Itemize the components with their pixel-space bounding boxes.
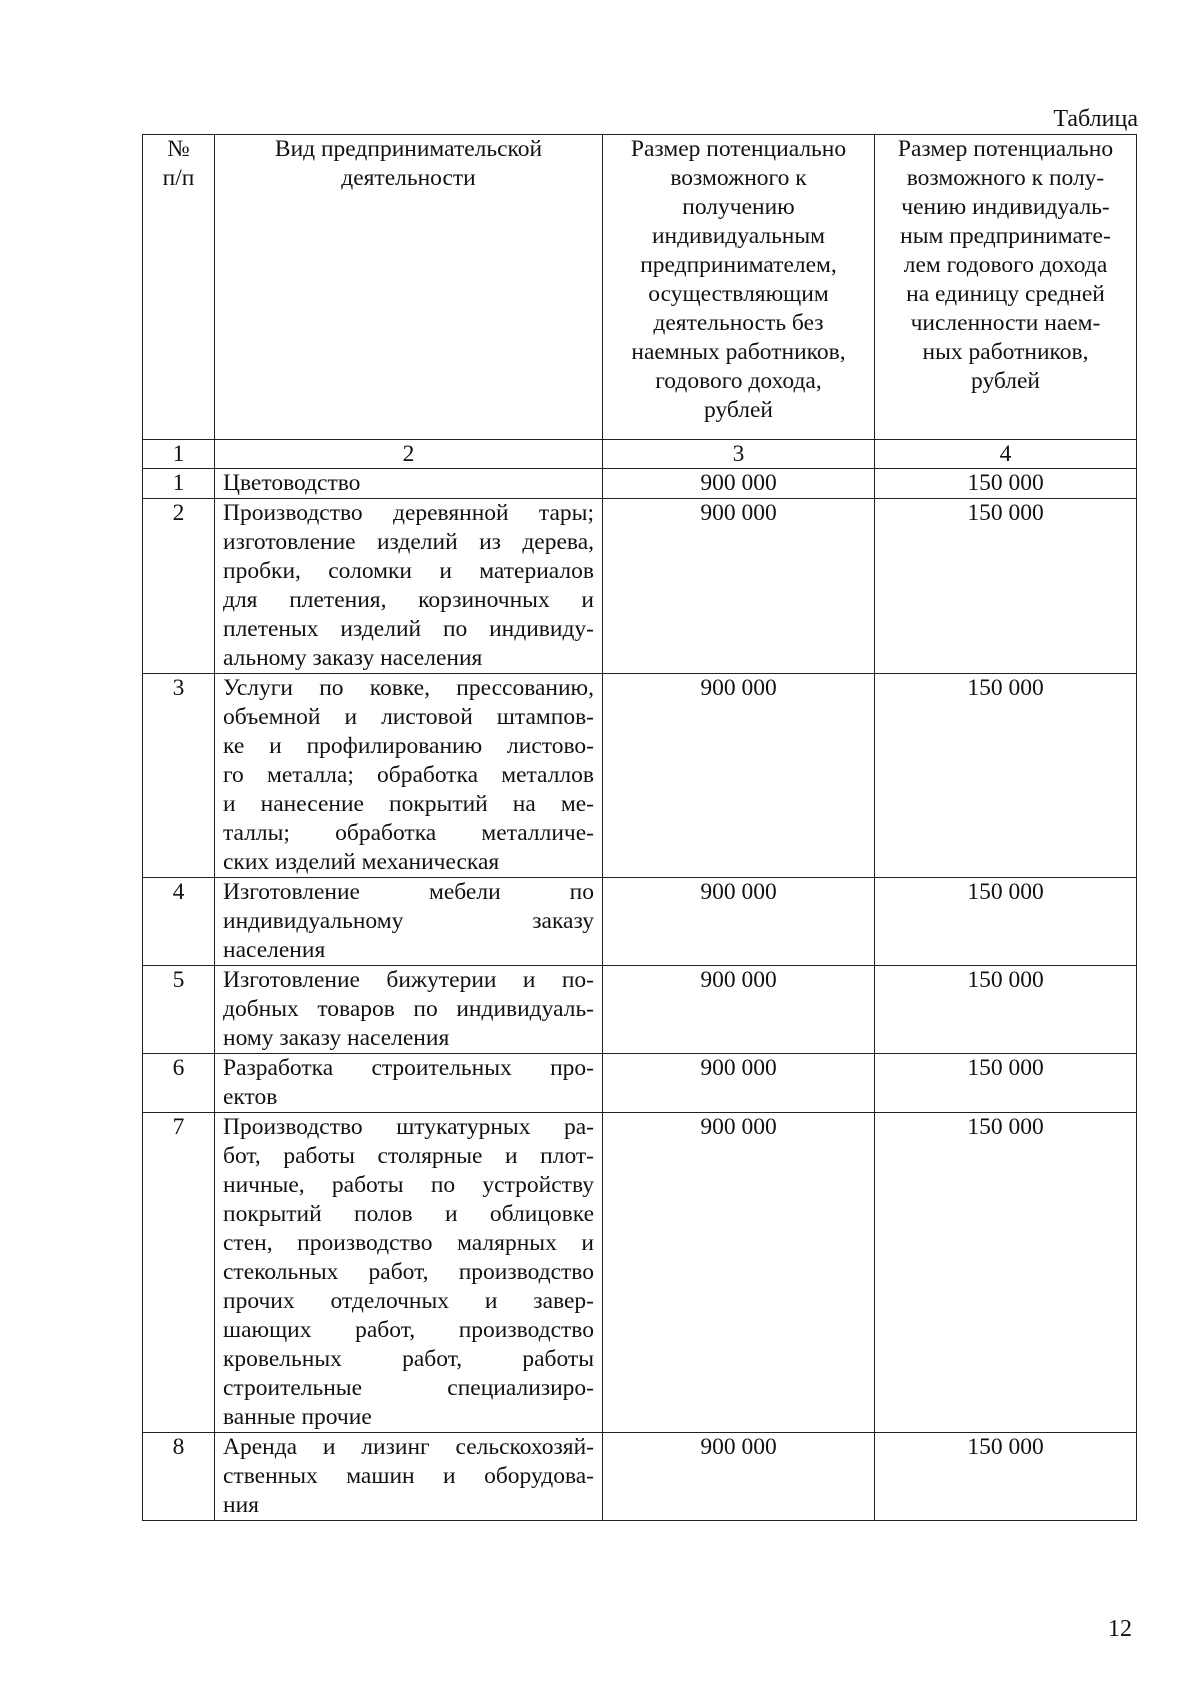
table-row <box>143 469 1137 499</box>
header-line: ных работников, <box>922 339 1089 365</box>
row-number: 1 <box>143 469 215 499</box>
header-line: на единицу средней <box>906 281 1105 307</box>
activity-description <box>215 1113 603 1433</box>
header-line: деятельности <box>341 165 476 191</box>
activity-line: ничные, работы по устройству <box>223 1172 594 1198</box>
row-number: 3 <box>143 674 215 878</box>
table-row <box>143 1054 1137 1113</box>
header-line: наемных работников, <box>631 339 846 365</box>
activity-line: ния <box>223 1492 259 1518</box>
header-line: осуществляющим <box>648 281 829 307</box>
income-per-employee-value: 150 000 <box>875 966 1137 1054</box>
header-line: Вид предпринимательской <box>274 136 543 162</box>
income-no-staff-value: 900 000 <box>603 966 875 1054</box>
column-number: 3 <box>603 440 875 469</box>
activity-line: плетеных изделий по индивиду- <box>223 616 594 642</box>
header-line: чению индивидуаль- <box>901 194 1110 220</box>
activity-line: покрытий полов и облицовке <box>223 1201 594 1227</box>
activity-line: Производство штукатурных ра- <box>223 1114 594 1140</box>
activity-line: ванные прочие <box>223 1404 372 1430</box>
header-line: индивидуальным <box>651 223 826 249</box>
activity-description <box>215 469 603 499</box>
activity-line: бот, работы столярные и плот- <box>223 1143 594 1169</box>
activity-description <box>215 966 603 1054</box>
column-number-row <box>143 440 1137 469</box>
activity-line: Производство деревянной тары; <box>223 500 594 526</box>
activity-description <box>215 499 603 674</box>
activity-line: альному заказу населения <box>223 645 483 671</box>
activity-line: Изготовление бижутерии и по- <box>223 967 594 993</box>
activity-line: таллы; обработка металличе- <box>223 820 594 846</box>
activity-line: ному заказу населения <box>223 1025 450 1051</box>
header-line: ным предпринимате- <box>900 223 1111 249</box>
income-per-employee-value: 150 000 <box>875 1113 1137 1433</box>
activity-line: объемной и листовой штампов- <box>223 704 594 730</box>
row-number: 4 <box>143 878 215 966</box>
activity-description <box>215 878 603 966</box>
activity-line: го металла; обработка металлов <box>223 762 594 788</box>
activity-line: пробки, соломки и материалов <box>223 558 594 584</box>
activity-description <box>215 1054 603 1113</box>
table-row <box>143 499 1137 674</box>
header-line: Размер потенциально <box>897 136 1114 162</box>
table-caption: Таблица <box>1053 106 1138 132</box>
activity-line: прочих отделочных и завер- <box>223 1288 594 1314</box>
activity-line: Разработка строительных про- <box>223 1055 594 1081</box>
activity-line: и нанесение покрытий на ме- <box>223 791 594 817</box>
header-line: получению <box>682 194 795 220</box>
table-row <box>143 1433 1137 1521</box>
activity-line: Цветоводство <box>223 470 361 496</box>
activity-line: стен, производство малярных и <box>223 1230 594 1256</box>
header-line: рублей <box>704 397 773 423</box>
activity-line: стекольных работ, производство <box>223 1259 594 1285</box>
income-no-staff-value: 900 000 <box>603 499 875 674</box>
header-income-no-staff <box>603 135 875 440</box>
income-per-employee-value: 150 000 <box>875 499 1137 674</box>
header-line: численности наем- <box>910 310 1101 336</box>
activity-line: кровельных работ, работы <box>223 1346 594 1372</box>
header-line: предпринимателем, <box>640 252 837 278</box>
table-row <box>143 674 1137 878</box>
income-no-staff-value: 900 000 <box>603 878 875 966</box>
row-number: 7 <box>143 1113 215 1433</box>
activity-line: добных товаров по индивидуаль- <box>223 996 594 1022</box>
table-row <box>143 966 1137 1054</box>
income-per-employee-value: 150 000 <box>875 878 1137 966</box>
income-per-employee-value: 150 000 <box>875 674 1137 878</box>
income-no-staff-value: 900 000 <box>603 674 875 878</box>
page-number: 12 <box>1108 1616 1132 1642</box>
activity-description <box>215 674 603 878</box>
column-number: 4 <box>875 440 1137 469</box>
header-income-per-employee <box>875 135 1137 440</box>
activity-line: шающих работ, производство <box>223 1317 594 1343</box>
column-number: 1 <box>143 440 215 469</box>
activity-line: ке и профилированию листово- <box>223 733 594 759</box>
activity-line: для плетения, корзиночных и <box>223 587 594 613</box>
activity-line: Изготовление мебели по <box>223 879 594 905</box>
table-header-row <box>143 135 1137 440</box>
header-line: п/п <box>162 165 195 191</box>
activity-line: ектов <box>223 1084 278 1110</box>
income-per-employee-value: 150 000 <box>875 1433 1137 1521</box>
income-per-employee-value: 150 000 <box>875 1054 1137 1113</box>
activity-line: населения <box>223 937 326 963</box>
row-number: 2 <box>143 499 215 674</box>
income-no-staff-value: 900 000 <box>603 1054 875 1113</box>
activity-line: Аренда и лизинг сельскохозяй- <box>223 1434 594 1460</box>
table-row <box>143 1113 1137 1433</box>
income-no-staff-value: 900 000 <box>603 1433 875 1521</box>
row-number: 5 <box>143 966 215 1054</box>
activity-line: ских изделий механическая <box>223 849 500 875</box>
row-number: 8 <box>143 1433 215 1521</box>
header-line: деятельность без <box>653 310 824 336</box>
header-number <box>143 135 215 440</box>
activity-line: строительные специализиро- <box>223 1375 594 1401</box>
income-no-staff-value: 900 000 <box>603 469 875 499</box>
activity-line: ственных машин и оборудова- <box>223 1463 594 1489</box>
header-line: лем годового дохода <box>903 252 1108 278</box>
activity-description <box>215 1433 603 1521</box>
table-row <box>143 878 1137 966</box>
activity-line: изготовление изделий из дерева, <box>223 529 594 555</box>
header-activity <box>215 135 603 440</box>
header-line: № <box>167 136 190 162</box>
header-line: возможного к полу- <box>906 165 1105 191</box>
income-per-employee-value: 150 000 <box>875 469 1137 499</box>
income-no-staff-value: 900 000 <box>603 1113 875 1433</box>
table-body <box>143 440 1137 1521</box>
column-number: 2 <box>215 440 603 469</box>
header-line: Размер потенциально <box>630 136 847 162</box>
activity-line: индивидуальному заказу <box>223 908 594 934</box>
row-number: 6 <box>143 1054 215 1113</box>
header-line: рублей <box>971 368 1040 394</box>
activity-line: Услуги по ковке, прессованию, <box>223 675 594 701</box>
income-table <box>142 134 1137 1521</box>
header-line: годового дохода, <box>655 368 822 394</box>
header-line: возможного к <box>670 165 807 191</box>
